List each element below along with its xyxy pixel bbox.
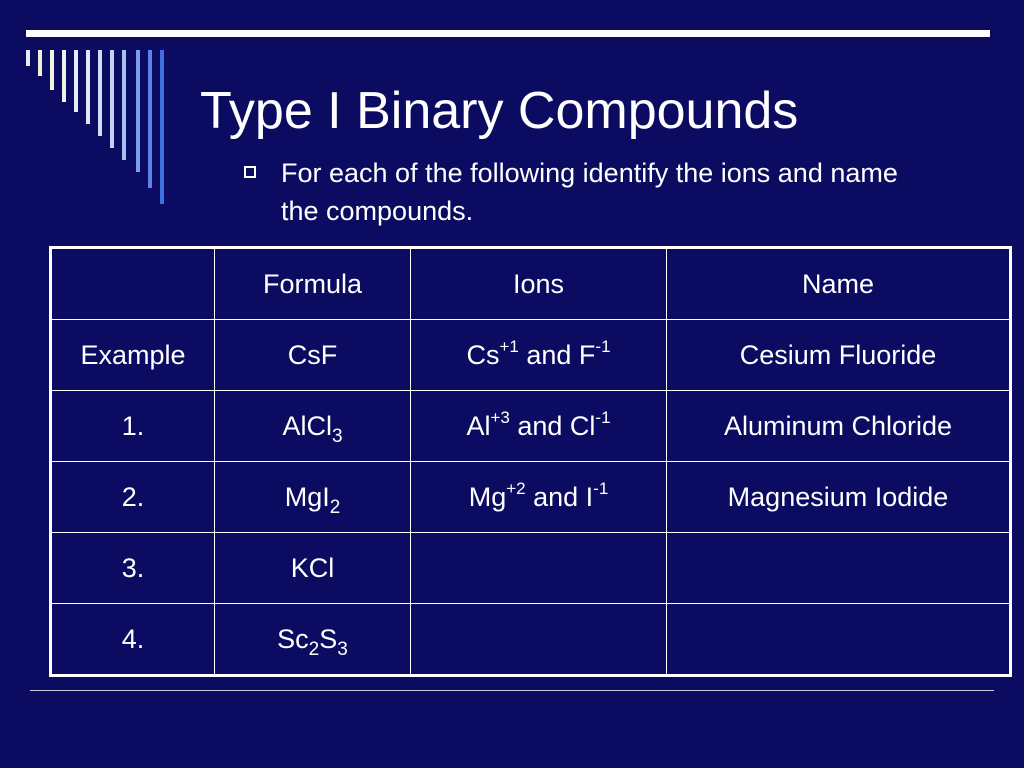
header-cell-ions: Ions xyxy=(411,248,667,320)
name-cell: Magnesium Iodide xyxy=(667,462,1011,533)
formula-cell xyxy=(215,533,411,604)
header-cell-name: Name xyxy=(667,248,1011,320)
formula-subscript: 2 xyxy=(329,496,341,518)
formula-part: KCl xyxy=(290,552,335,583)
ions-cell xyxy=(411,462,667,533)
name-cell-empty xyxy=(667,604,1011,676)
stripe xyxy=(160,50,164,204)
bottom-rule xyxy=(30,690,994,691)
stripe xyxy=(50,50,54,90)
ion-connector: and Cl xyxy=(509,410,596,441)
row-label-cell: 2. xyxy=(51,462,215,533)
ion-symbol: Cs xyxy=(466,339,500,370)
name-cell: Aluminum Chloride xyxy=(667,391,1011,462)
table-row xyxy=(51,533,1011,604)
formula-part: S xyxy=(319,623,338,654)
formula-cell xyxy=(215,462,411,533)
slide-title: Type I Binary Compounds xyxy=(200,82,799,140)
table-row xyxy=(51,462,1011,533)
header-cell-blank xyxy=(51,248,215,320)
formula-cell xyxy=(215,320,411,391)
formula-cell xyxy=(215,391,411,462)
formula-part: CsF xyxy=(287,339,338,370)
table-row xyxy=(51,391,1011,462)
square-bullet-icon xyxy=(244,166,256,178)
ion-symbol: Mg xyxy=(468,481,507,512)
stripe xyxy=(86,50,90,124)
ions-cell xyxy=(411,391,667,462)
ion-charge: +1 xyxy=(499,336,519,356)
row-label-cell: 3. xyxy=(51,533,215,604)
row-label-cell: Example xyxy=(51,320,215,391)
formula-part: Sc xyxy=(277,623,309,654)
row-label-cell: 4. xyxy=(51,604,215,676)
stripe xyxy=(74,50,78,112)
table-row xyxy=(51,604,1011,676)
formula-part: MgI xyxy=(284,481,330,512)
stripe xyxy=(148,50,152,188)
stripe xyxy=(62,50,66,102)
top-rule xyxy=(26,30,990,37)
table-header-row xyxy=(51,248,1011,320)
ion-charge: +3 xyxy=(490,407,510,427)
ions-cell xyxy=(411,320,667,391)
formula-subscript: 2 xyxy=(308,638,320,660)
stripe xyxy=(38,50,42,76)
ions-cell-empty xyxy=(411,604,667,676)
name-cell: Cesium Fluoride xyxy=(667,320,1011,391)
ion-connector: and I xyxy=(525,481,594,512)
ion-charge: -1 xyxy=(595,336,611,356)
name-cell-empty xyxy=(667,533,1011,604)
formula-subscript: 3 xyxy=(337,638,348,660)
stripe xyxy=(122,50,126,160)
ion-connector: and F xyxy=(518,339,596,370)
stripe xyxy=(98,50,102,136)
compounds-table xyxy=(49,246,1012,677)
ions-cell-empty xyxy=(411,533,667,604)
stripe xyxy=(26,50,30,66)
table-row xyxy=(51,320,1011,391)
ion-charge: -1 xyxy=(595,407,611,427)
stripe xyxy=(136,50,140,172)
row-label-cell: 1. xyxy=(51,391,215,462)
ion-symbol: Al xyxy=(466,410,491,441)
ion-charge: -1 xyxy=(593,478,609,498)
stripe xyxy=(110,50,114,148)
formula-subscript: 3 xyxy=(331,425,343,447)
bullet-text: For each of the following identify the ions and name the compounds. xyxy=(281,158,898,226)
header-cell-formula: Formula xyxy=(215,248,411,320)
ion-charge: +2 xyxy=(506,478,526,498)
formula-part: AlCl xyxy=(282,410,332,441)
formula-cell xyxy=(215,604,411,676)
